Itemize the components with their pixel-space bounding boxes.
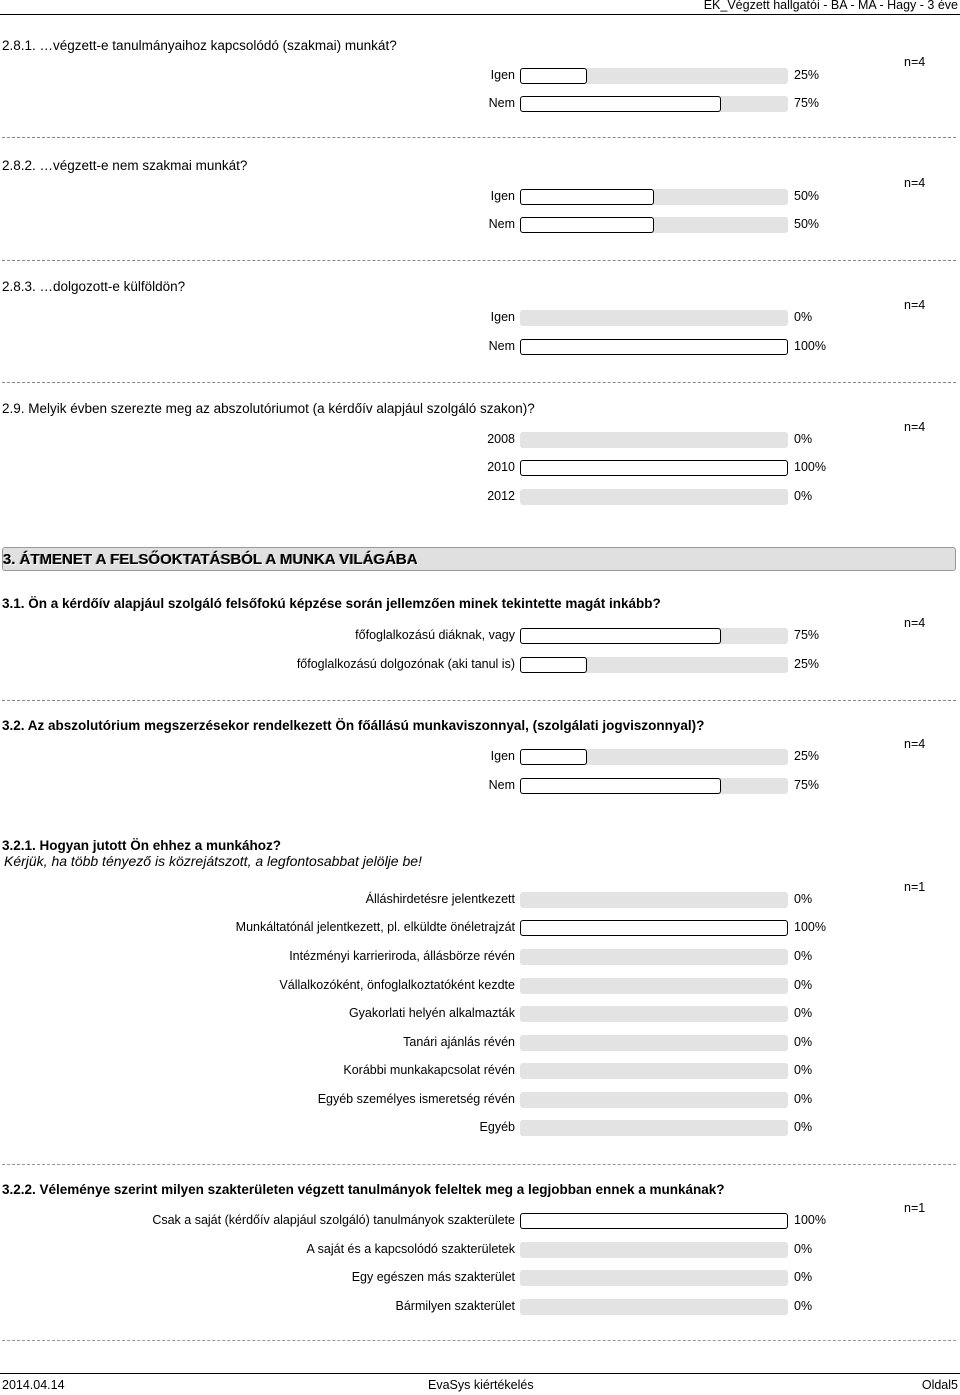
result-bar-fill — [520, 68, 587, 84]
percent-value: 0% — [794, 949, 813, 963]
result-bar-fill — [520, 749, 587, 765]
section-header — [2, 547, 956, 571]
result-bar-track — [520, 96, 788, 112]
percent-value: 0% — [794, 1242, 813, 1256]
result-bar-track — [520, 1242, 788, 1258]
result-bar-track — [520, 1092, 788, 1108]
result-bar-fill — [520, 628, 721, 644]
option-label: Intézményi karrieriroda, állásbörze révén — [289, 949, 515, 963]
document-title: EK_Végzett hallgatói - BA - MA - Hagy - 3 éve — [703, 0, 958, 12]
option-label: Munkáltatónál jelentkezett, pl. elküldte önéletrajzát — [235, 920, 515, 934]
result-bar-track — [520, 310, 788, 326]
percent-value: 0% — [794, 1092, 813, 1106]
result-bar-track — [520, 1035, 788, 1051]
percent-value: 25% — [794, 749, 820, 763]
footer-center: EvaSys kiértékelés — [428, 1378, 534, 1392]
result-bar-track — [520, 778, 788, 794]
percent-value: 100% — [794, 460, 826, 474]
result-bar-fill — [520, 657, 587, 673]
question-title: 2.8.3. …dolgozott-e külföldön? — [2, 279, 186, 294]
question-title: 3.1. Ön a kérdőív alapjául szolgáló felsőfokú képzése során jellemzően minek tekintette magát inkább? — [2, 596, 661, 611]
option-label: főfoglalkozású dolgozónak (aki tanul is) — [296, 657, 515, 671]
option-label: 2010 — [487, 460, 515, 474]
option-label: Nem — [488, 339, 515, 353]
percent-value: 0% — [794, 1006, 813, 1020]
option-label: 2008 — [487, 432, 515, 446]
result-bar-track — [520, 432, 788, 448]
result-bar-track — [520, 920, 788, 936]
result-bar-track — [520, 460, 788, 476]
response-count: n=4 — [904, 298, 926, 312]
option-label: Nem — [488, 217, 515, 231]
result-bar-fill — [520, 189, 654, 205]
result-bar-fill — [520, 778, 721, 794]
result-bar-track — [520, 1006, 788, 1022]
response-count: n=4 — [904, 176, 926, 190]
option-label: 2012 — [487, 489, 515, 503]
percent-value: 50% — [794, 189, 820, 203]
result-bar-track — [520, 657, 788, 673]
percent-value: 100% — [794, 920, 826, 934]
percent-value: 100% — [794, 1213, 826, 1227]
question-title: 3.2.2. Véleménye szerint milyen szakterületen végzett tanulmányok feleltek meg a legjobban ennek a munkának? — [2, 1182, 725, 1197]
option-label: Gyakorlati helyén alkalmazták — [348, 1006, 515, 1020]
footer-rule — [0, 1373, 960, 1374]
result-bar-track — [520, 217, 788, 233]
percent-value: 0% — [794, 1035, 813, 1049]
response-count: n=1 — [904, 880, 926, 894]
result-bar-track — [520, 1270, 788, 1286]
option-label: főfoglalkozású diáknak, vagy — [355, 628, 515, 642]
percent-value: 75% — [794, 96, 820, 110]
option-label: Igen — [490, 189, 515, 203]
footer-date: 2014.04.14 — [2, 1378, 65, 1392]
percent-value: 0% — [794, 978, 813, 992]
percent-value: 50% — [794, 217, 820, 231]
option-label: Igen — [490, 749, 515, 763]
result-bar-fill — [520, 920, 788, 936]
question-title: 3.2. Az abszolutórium megszerzésekor rendelkezett Ön főállású munkaviszonnyal, (szolgálati jogviszonnyal)? — [2, 718, 705, 733]
option-label: Bármilyen szakterület — [395, 1299, 515, 1313]
percent-value: 0% — [794, 310, 813, 324]
percent-value: 0% — [794, 1063, 813, 1077]
header-rule — [0, 14, 960, 15]
percent-value: 0% — [794, 892, 813, 906]
option-label: Vállalkozóként, önfoglalkoztatóként kezdte — [279, 978, 515, 992]
percent-value: 0% — [794, 1270, 813, 1284]
response-count: n=1 — [904, 1201, 926, 1215]
result-bar-fill — [520, 96, 721, 112]
divider — [2, 700, 956, 701]
result-bar-fill — [520, 1213, 788, 1229]
percent-value: 100% — [794, 339, 826, 353]
divider — [2, 382, 956, 383]
question-title: 2.8.1. …végzett-e tanulmányaihoz kapcsolódó (szakmai) munkát? — [2, 38, 397, 53]
result-bar-track — [520, 749, 788, 765]
divider — [2, 1340, 956, 1341]
option-label: Tanári ajánlás révén — [403, 1035, 515, 1049]
result-bar-track — [520, 892, 788, 908]
response-count: n=4 — [904, 616, 926, 630]
divider — [2, 260, 956, 261]
question-title: 2.8.2. …végzett-e nem szakmai munkát? — [2, 158, 248, 173]
percent-value: 0% — [794, 489, 813, 503]
option-label: Igen — [490, 68, 515, 82]
percent-value: 25% — [794, 657, 820, 671]
result-bar-track — [520, 949, 788, 965]
question-title: 3.2.1. Hogyan jutott Ön ehhez a munkához? — [2, 838, 282, 853]
option-label: Egyéb személyes ismeretség révén — [317, 1092, 515, 1106]
option-label: Egy egészen más szakterület — [351, 1270, 515, 1284]
question-title: 2.9. Melyik évben szerezte meg az abszolutóriumot (a kérdőív alapjául szolgáló szakon)? — [2, 401, 535, 416]
option-label: Csak a saját (kérdőív alapjául szolgáló) tanulmányok szakterülete — [152, 1213, 515, 1227]
result-bar-track — [520, 1063, 788, 1079]
result-bar-fill — [520, 460, 788, 476]
response-count: n=4 — [904, 55, 926, 69]
option-label: Nem — [488, 96, 515, 110]
divider — [2, 137, 956, 138]
result-bar-track — [520, 1299, 788, 1315]
result-bar-track — [520, 628, 788, 644]
result-bar-track — [520, 68, 788, 84]
section-title: 3. ÁTMENET A FELSŐOKTATÁSBÓL A MUNKA VILÁGÁBA — [3, 551, 418, 568]
result-bar-track — [520, 1120, 788, 1136]
option-label: A saját és a kapcsolódó szakterületek — [306, 1242, 515, 1256]
percent-value: 0% — [794, 432, 813, 446]
option-label: Korábbi munkakapcsolat révén — [343, 1063, 515, 1077]
response-count: n=4 — [904, 420, 926, 434]
percent-value: 0% — [794, 1120, 813, 1134]
result-bar-track — [520, 1213, 788, 1229]
option-label: Igen — [490, 310, 515, 324]
option-label: Egyéb — [479, 1120, 515, 1134]
percent-value: 0% — [794, 1299, 813, 1313]
percent-value: 75% — [794, 628, 820, 642]
result-bar-track — [520, 339, 788, 355]
result-bar-track — [520, 489, 788, 505]
response-count: n=4 — [904, 737, 926, 751]
option-label: Álláshirdetésre jelentkezett — [365, 892, 515, 906]
percent-value: 25% — [794, 68, 820, 82]
question-note: Kérjük, ha több tényező is közrejátszott, a legfontosabbat jelölje be! — [4, 853, 422, 869]
option-label: Nem — [488, 778, 515, 792]
divider — [2, 1164, 956, 1165]
percent-value: 75% — [794, 778, 820, 792]
result-bar-track — [520, 189, 788, 205]
result-bar-fill — [520, 217, 654, 233]
result-bar-fill — [520, 339, 788, 355]
footer-page: Oldal5 — [921, 1378, 958, 1392]
result-bar-track — [520, 978, 788, 994]
